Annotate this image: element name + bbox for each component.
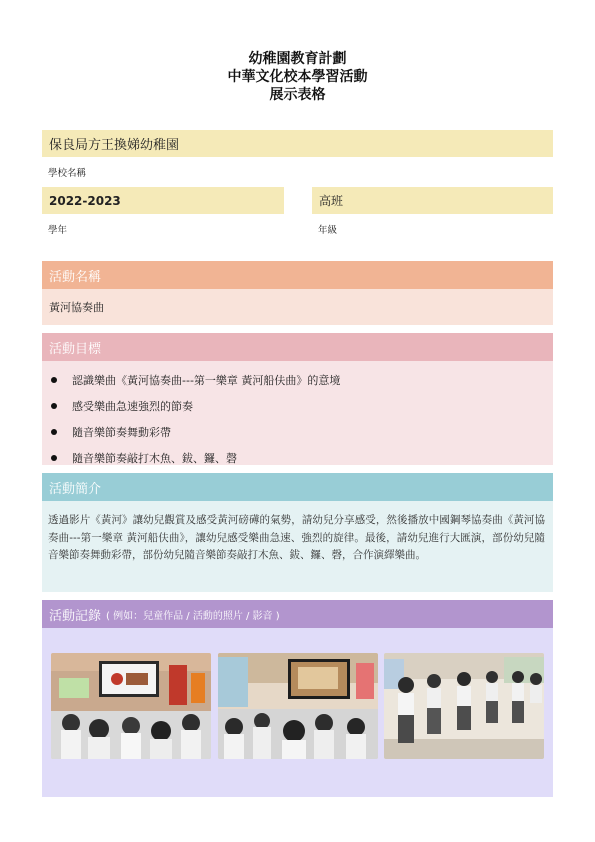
bullet-icon	[51, 403, 57, 409]
school-name-field: 保良局方王換娣幼稚園	[42, 130, 553, 157]
record-heading-title: 活動記錄	[49, 608, 102, 624]
objectives-heading: 活動目標	[42, 333, 553, 361]
objective-item	[42, 445, 553, 471]
title-line-3: 展示表格	[269, 87, 326, 103]
school-year-field: 2022-2023	[42, 187, 284, 214]
school-year-label: 學年	[48, 225, 68, 236]
introduction-text: 透過影片《黃河》讓幼兒觀賞及感受黃河磅礡的氣勢，請幼兒分享感受，然後播放中國鋼琴協奏曲《黃河協奏曲---第一樂章 黃河船伕曲》，讓幼兒感受樂曲急速、強烈的旋律。最後，請幼兒進行大匯演，部份幼兒隨音樂節奏舞動彩帶，部份幼兒隨音樂節奏敲打木魚、鈸、鑼、磬，合作演繹樂曲。	[48, 514, 545, 561]
bullet-icon	[51, 429, 57, 435]
introduction-heading: 活動簡介	[42, 473, 553, 501]
objectives-panel	[42, 361, 553, 465]
objective-item	[42, 393, 553, 419]
bullet-icon	[51, 377, 57, 383]
title-line-2: 中華文化校本學習活動	[227, 69, 368, 85]
introduction-panel	[42, 501, 553, 592]
objective-item	[42, 367, 553, 393]
objective-text: 隨音樂節奏敲打木魚、鈸、鑼、磬	[72, 452, 237, 465]
objective-item	[42, 419, 553, 445]
record-heading	[42, 600, 553, 628]
activity-name-heading: 活動名稱	[42, 261, 553, 289]
grade-label: 年級	[318, 225, 338, 236]
title-line-1: 幼稚園教育計劃	[248, 51, 347, 67]
school-name-label: 學校名稱	[48, 168, 87, 179]
record-heading-subtitle: ( 例如：兒童作品 / 活動的照片 / 影音 )	[106, 610, 280, 622]
activity-name-value: 黃河協奏曲	[42, 289, 553, 325]
objectives-list	[42, 367, 553, 471]
performance-photo	[384, 653, 544, 759]
objective-text: 隨音樂節奏舞動彩帶	[72, 426, 171, 439]
bullet-icon	[51, 455, 57, 461]
classroom-screen-photo	[51, 653, 211, 759]
classroom-video-photo	[218, 653, 378, 759]
objective-text: 感受樂曲急速強烈的節奏	[72, 400, 193, 413]
document-title	[0, 50, 595, 104]
grade-field: 高班	[312, 187, 553, 214]
objective-text: 認識樂曲《黃河協奏曲---第一樂章 黃河船伕曲》的意境	[72, 374, 341, 387]
